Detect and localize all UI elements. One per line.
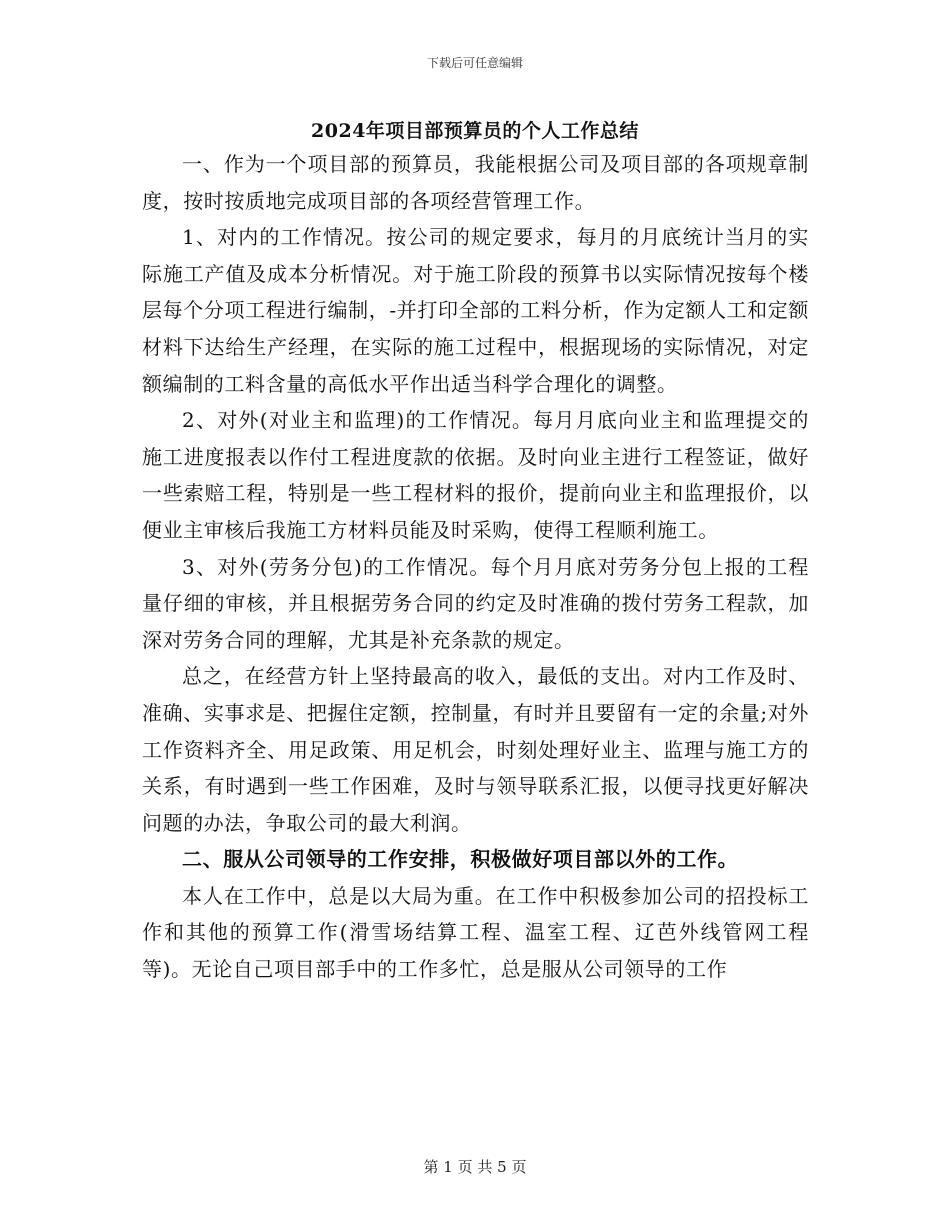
paragraph-external-labor-work: 3、对外(劳务分包)的工作情况。每个月月底对劳务分包上报的工程量仔细的审核，并且根据劳务合同的约定及时准确的拨付劳务工程款，加深对劳务合同的理解，尤其是补充条款的规定。 — [142, 554, 809, 652]
section-heading-2: 二、服从公司领导的工作安排，积极做好项目部以外的工作。 — [182, 847, 739, 872]
paragraph-internal-work: 1、对内的工作情况。按公司的规定要求，每月的月底统计当月的实际施工产值及成本分析情况。对于施工阶段的预算书以实际情况按每个楼层每个分项工程进行编制，-并打印全部的工料分析，作为定额人工和定额材料下达给生产经理，在实际的施工过程中，根据现场的实际情况，对定额编制的工料含量的高低水平作出适当科学合理化的调整。 — [142, 225, 809, 396]
paragraph-section-2: 本人在工作中，总是以大局为重。在工作中积极参加公司的招投标工作和其他的预算工作(滑雪场结算工程、温室工程、辽芭外线管网工程等)。无论自己项目部手中的工作多忙，总是服从公司领导的工作 — [142, 883, 809, 982]
paragraph-intro: 一、作为一个项目部的预算员，我能根据公司及项目部的各项规章制度，按时按质地完成项目部的各项经营管理工作。 — [142, 152, 809, 213]
document-body — [142, 146, 809, 988]
header-note: 下载后可任意编辑 — [426, 56, 523, 70]
page-footer: 第 1 页 共 5 页 — [423, 1158, 527, 1176]
page-title: 2024年项目部预算员的个人工作总结 — [311, 120, 639, 142]
paragraph-external-owner-work: 2、对外(对业主和监理)的工作情况。每月月底向业主和监理提交的施工进度报表以作付工程进度款的依据。及时向业主进行工程签证，做好一些索赔工程，特别是一些工程材料的报价，提前向业主和监理报价，以便业主审核后我施工方材料员能及时采购，使得工程顺利施工。 — [142, 408, 809, 542]
paragraph-summary: 总之，在经营方针上坚持最高的收入，最低的支出。对内工作及时、准确、实事求是、把握住定额，控制量，有时并且要留有一定的余量;对外工作资料齐全、用足政策、用足机会，时刻处理好业主、监理与施工方的关系，有时遇到一些工作困难，及时与领导联系汇报，以便寻找更好解决问题的办法，争取公司的最大利润。 — [142, 664, 809, 835]
